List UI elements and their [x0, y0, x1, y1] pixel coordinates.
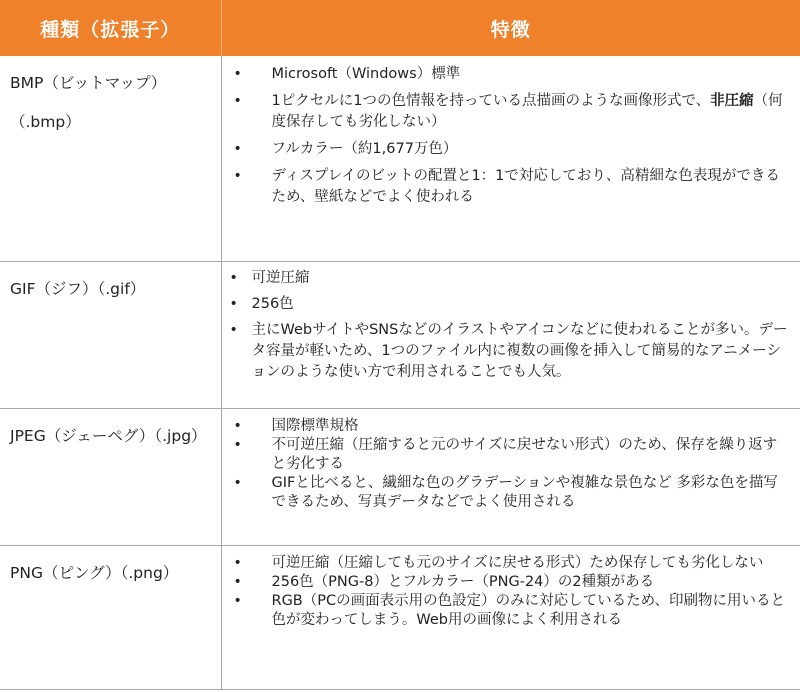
type-extension: （.bmp） [10, 113, 81, 131]
list-item: • 256色（PNG-8）とフルカラー（PNG-24）の2種類がある [233, 573, 655, 590]
bullet-icon: • [233, 417, 242, 434]
list-item: • Microsoft（Windows）標準 [272, 64, 789, 85]
header-type: 種類（拡張子） [0, 0, 221, 56]
type-cell-gif [0, 261, 221, 408]
bullet-icon: • [233, 554, 242, 571]
type-cell-jpeg [0, 408, 221, 545]
bullet-icon: • [229, 269, 238, 286]
type-name: PNG（ピング）（.png） [10, 563, 179, 582]
type-name: BMP（ビットマップ） [10, 74, 167, 92]
list-item: • ディスプレイのビットの配置と1：1で対応しており、高精細な色表現ができるため、壁紙などでよく使われる [233, 168, 780, 205]
list-item: • 主にWebサイトやSNSなどのイラストやアイコンなどに使われることが多い。データ容量が軽いため、1つのファイル内に複数の画像を挿入して簡易的なアニメーションのような使い方で利用されることでも人気。 [229, 321, 788, 380]
bullet-icon: • [233, 592, 242, 609]
bullet-icon: • [233, 474, 242, 491]
header-features: 特徴 [221, 0, 800, 56]
list-item: • 可逆圧縮 [252, 268, 789, 289]
list-item: • 256色 [252, 294, 789, 315]
table-row-gif [0, 261, 800, 408]
bullet-icon: • [233, 93, 242, 109]
list-item: • 可逆圧縮（圧縮しても元のサイズに戻せる形式）ため保存しても劣化しない [233, 554, 764, 571]
type-cell-bmp [0, 56, 221, 261]
list-item: • RGB（PCの画面表示用の色設定）のみに対応しているため、印刷物に用いると色が変わってしまう。Web用の画像によく利用される [233, 592, 786, 628]
bullet-icon: • [233, 436, 242, 453]
features-cell-png [221, 545, 800, 689]
bullet-icon: • [229, 321, 238, 338]
list-item: • GIFと比べると、繊細な色のグラデーションや複雑な景色など 多彩な色を描写できるため、写真データなどでよく使用される [233, 474, 778, 510]
type-cell-png [0, 545, 221, 689]
list-item: • 不可逆圧縮（圧縮すると元のサイズに戻せない形式）のため、保存を繰り返すと劣化する [233, 436, 778, 472]
table-header [0, 0, 800, 56]
features-cell-jpeg [221, 408, 800, 545]
list-item: • フルカラー（約1,677万色） [272, 139, 789, 160]
bullet-icon: • [233, 168, 242, 184]
type-name: GIF（ジフ）（.gif） [10, 279, 146, 298]
bullet-icon: • [233, 141, 242, 157]
bullet-icon: • [229, 295, 238, 312]
features-cell-gif [221, 261, 800, 408]
bullet-icon: • [233, 573, 242, 590]
features-cell-bmp [221, 56, 800, 261]
list-item: • 1ピクセルに1つの色情報を持っている点描画のような画像形式で、非圧縮（何度保存しても劣化しない） [233, 93, 783, 130]
table-row-jpeg [0, 408, 800, 545]
list-item: • 国際標準規格 [233, 417, 359, 434]
bullet-icon: • [233, 66, 242, 82]
type-name: JPEG（ジェーペグ）（.jpg） [10, 426, 207, 445]
table-row-bmp [0, 56, 800, 261]
table-row-png [0, 545, 800, 689]
